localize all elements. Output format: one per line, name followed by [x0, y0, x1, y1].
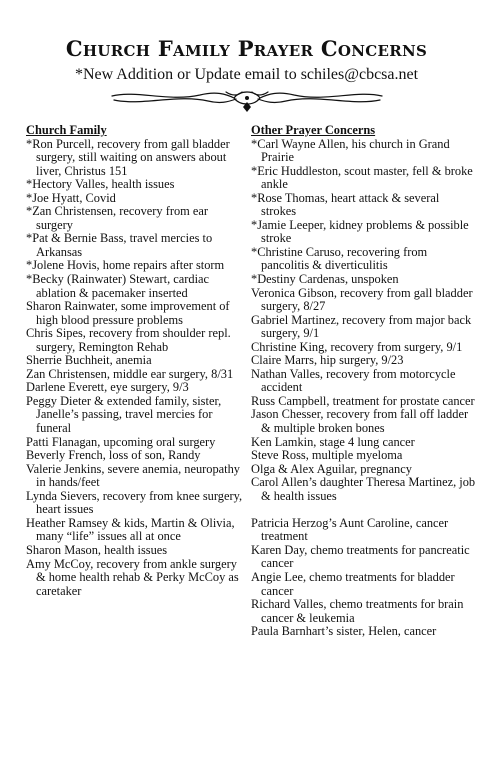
- list-item: *Ron Purcell, recovery from gall bladder surgery, still waiting on answers about liver, Christus 151: [26, 136, 230, 178]
- list-item: Patricia Herzog’s Aunt Caroline, cancer treatment: [251, 515, 449, 544]
- church-family-heading: Church Family: [26, 123, 107, 137]
- list-item: *Carl Wayne Allen, his church in Grand Prairie: [251, 136, 450, 165]
- list-item: *Christine Caruso, recovering from pancolitis & diverticulitis: [251, 244, 428, 273]
- list-item: Heather Ramsey & kids, Martin & Olivia, many “life” issues all at once: [26, 515, 235, 544]
- list-item: Darlene Everett, eye surgery, 9/3: [26, 380, 189, 395]
- list-item: Peggy Dieter & extended family, sister, Janelle’s passing, travel mercies for funeral: [26, 393, 222, 436]
- list-item: Sherrie Buchheit, anemia: [26, 353, 152, 368]
- list-item: Amy McCoy, recovery from ankle surgery & home health rehab & Perky McCoy as caretaker: [26, 556, 239, 598]
- list-item: Gabriel Martinez, recovery from major back surgery, 9/1: [251, 312, 472, 341]
- section-spacer: [251, 503, 476, 517]
- flourish-divider-icon: [108, 86, 386, 114]
- list-item: *Joe Hyatt, Covid: [26, 190, 116, 205]
- list-item: Jason Chesser, recovery from fall off ladder & multiple broken bones: [251, 407, 469, 436]
- church-family-column: [26, 124, 244, 598]
- list-item: Angie Lee, chemo treatments for bladder cancer: [251, 570, 455, 598]
- list-item: Christine King, recovery from surgery, 9/1: [251, 339, 463, 354]
- list-item: Valerie Jenkins, severe anemia, neuropathy in hands/feet: [26, 461, 240, 490]
- list-item: Beverly French, loss of son, Randy: [26, 448, 201, 463]
- page-title: Church Family Prayer Concerns: [65, 36, 428, 61]
- list-item: Zan Christensen, middle ear surgery, 8/31: [26, 366, 234, 381]
- list-item: Russ Campbell, treatment for prostate cancer: [251, 393, 475, 408]
- list-item: Sharon Rainwater, some improvement of high blood pressure problems: [26, 299, 230, 327]
- list-item: *Jamie Leeper, kidney problems & possible stroke: [251, 217, 469, 246]
- list-item: Karen Day, chemo treatments for pancreatic cancer: [251, 542, 470, 571]
- list-item: *Jolene Hovis, home repairs after storm: [26, 258, 225, 273]
- list-item: *Becky (Rainwater) Stewart, cardiac ablation & pacemaker inserted: [26, 272, 210, 300]
- list-item: Chris Sipes, recovery from shoulder repl. surgery, Remington Rehab: [26, 326, 231, 354]
- list-item: Richard Valles, chemo treatments for brain cancer & leukemia: [251, 597, 464, 625]
- list-item: *Pat & Bernie Bass, travel mercies to Arkansas: [26, 231, 213, 259]
- other-concerns-column: [251, 124, 476, 639]
- list-item: *Rose Thomas, heart attack & several strokes: [251, 190, 440, 219]
- list-item: *Eric Huddleston, scout master, fell & broke ankle: [251, 163, 473, 192]
- list-item: *Destiny Cardenas, unspoken: [251, 272, 399, 287]
- list-item: *Zan Christensen, recovery from ear surgery: [26, 204, 208, 232]
- list-item: Sharon Mason, health issues: [26, 542, 168, 557]
- other-concerns-heading: Other Prayer Concerns: [251, 123, 376, 137]
- list-item: Ken Lamkin, stage 4 lung cancer: [251, 434, 415, 449]
- list-item: Steve Ross, multiple myeloma: [251, 448, 403, 463]
- list-item: Carol Allen’s daughter Theresa Martinez, job & health issues: [251, 475, 476, 503]
- list-item: *Hectory Valles, health issues: [26, 177, 175, 192]
- list-item: Patti Flanagan, upcoming oral surgery: [26, 434, 216, 449]
- list-item: Lynda Sievers, recovery from knee surgery, heart issues: [26, 488, 243, 517]
- list-item: Olga & Alex Aguilar, pregnancy: [251, 461, 412, 476]
- list-item: Veronica Gibson, recovery from gall bladder surgery, 8/27: [251, 285, 473, 314]
- list-item: Claire Marrs, hip surgery, 9/23: [251, 353, 404, 368]
- list-item: Paula Barnhart’s sister, Helen, cancer: [251, 624, 437, 639]
- page-subtitle: *New Addition or Update email to schiles@cbcsa.net: [74, 66, 419, 83]
- list-item: Nathan Valles, recovery from motorcycle accident: [251, 366, 456, 395]
